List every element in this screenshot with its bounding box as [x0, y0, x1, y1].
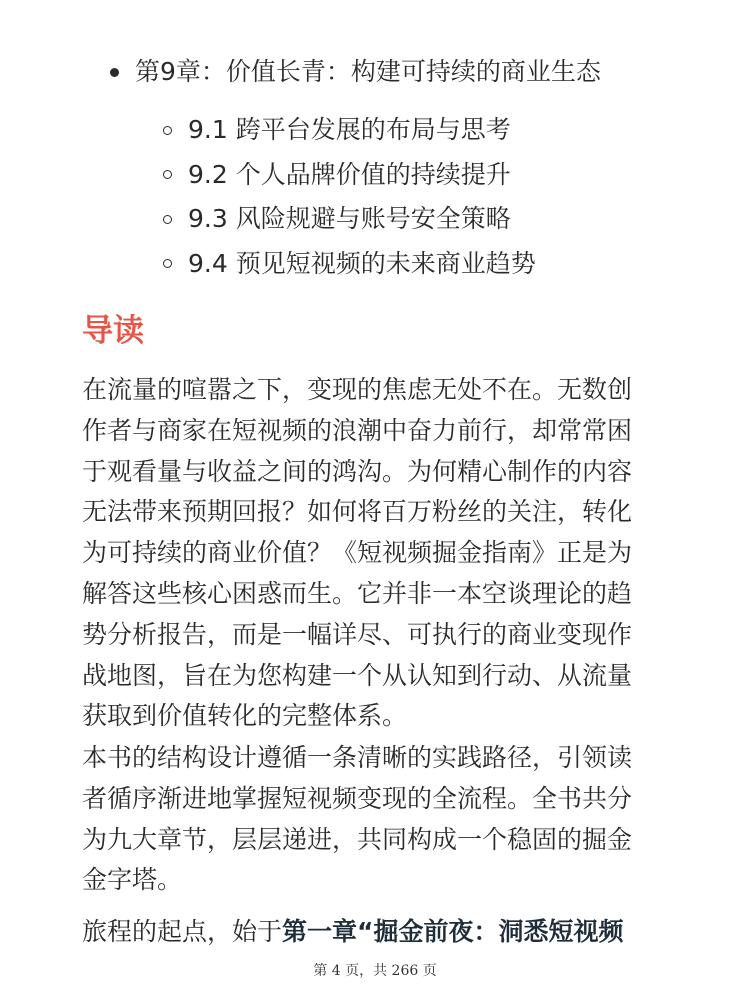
toc-section-item [163, 108, 536, 153]
toc-chapter-item [110, 52, 601, 92]
paragraph-line: 在流量的喧嚣之下，变现的焦虑无处不在。无数创 [82, 375, 633, 404]
paragraph-line: 战地图，旨在为您构建一个从认知到行动、从流量 [82, 660, 633, 690]
intro-paragraph-3 [82, 912, 672, 953]
paragraph-line [82, 912, 672, 953]
section-title: 导读 [82, 313, 144, 349]
paragraph-line: 为可持续的商业价值？《短视频掘金指南》正是为 [82, 538, 633, 568]
bullet-circle-icon [163, 170, 172, 179]
paragraph-text: 旅程的起点，始于 [82, 917, 283, 946]
toc-chapter-label: 第9章：价值长青：构建可持续的商业生态 [135, 57, 601, 86]
paragraph-line: 获取到价值转化的完整体系。 [82, 701, 408, 731]
bullet-circle-icon [163, 259, 172, 268]
toc-section-label: 9.4 预见短视频的未来商业趋势 [188, 248, 536, 278]
page-number-footer: 第 4 页，共 266 页 [313, 963, 437, 979]
paragraph-line: 为九大章节，层层递进，共同构成一个稳固的掘金 [82, 824, 633, 854]
bullet-disc-icon [110, 68, 119, 77]
paragraph-bold-text: 第一章“掘金前夜：洞悉短视频 [282, 917, 624, 946]
paragraph-line: 金字塔。 [82, 865, 183, 895]
intro-paragraph-1 [82, 370, 672, 737]
toc-section-label: 9.2 个人品牌价值的持续提升 [188, 159, 511, 189]
bullet-circle-icon [163, 215, 172, 224]
paragraph-line: 势分析报告，而是一幅详尽、可执行的商业变现作 [82, 619, 633, 649]
paragraph-line: 本书的结构设计遵循一条清晰的实践路径，引领读 [82, 743, 633, 772]
paragraph-line: 无法带来预期回报？如何将百万粉丝的关注，转化 [82, 497, 633, 527]
paragraph-line: 解答这些核心困惑而生。它并非一本空谈理论的趋 [82, 578, 633, 608]
paragraph-line: 于观看量与收益之间的鸿沟。为何精心制作的内容 [82, 456, 633, 486]
paragraph-line: 作者与商家在短视频的浪潮中奋力前行，却常常困 [82, 415, 633, 445]
intro-paragraph-2 [82, 738, 672, 901]
toc-section-item [163, 197, 536, 242]
bullet-circle-icon [163, 126, 172, 135]
paragraph-line: 者循序渐进地掌握短视频变现的全流程。全书共分 [82, 783, 633, 813]
toc-section-item [163, 153, 536, 198]
toc-section-item [163, 242, 536, 287]
toc-section-label: 9.3 风险规避与账号安全策略 [188, 204, 511, 234]
toc-section-label: 9.1 跨平台发展的布局与思考 [188, 115, 511, 145]
toc-section-list [163, 108, 536, 286]
